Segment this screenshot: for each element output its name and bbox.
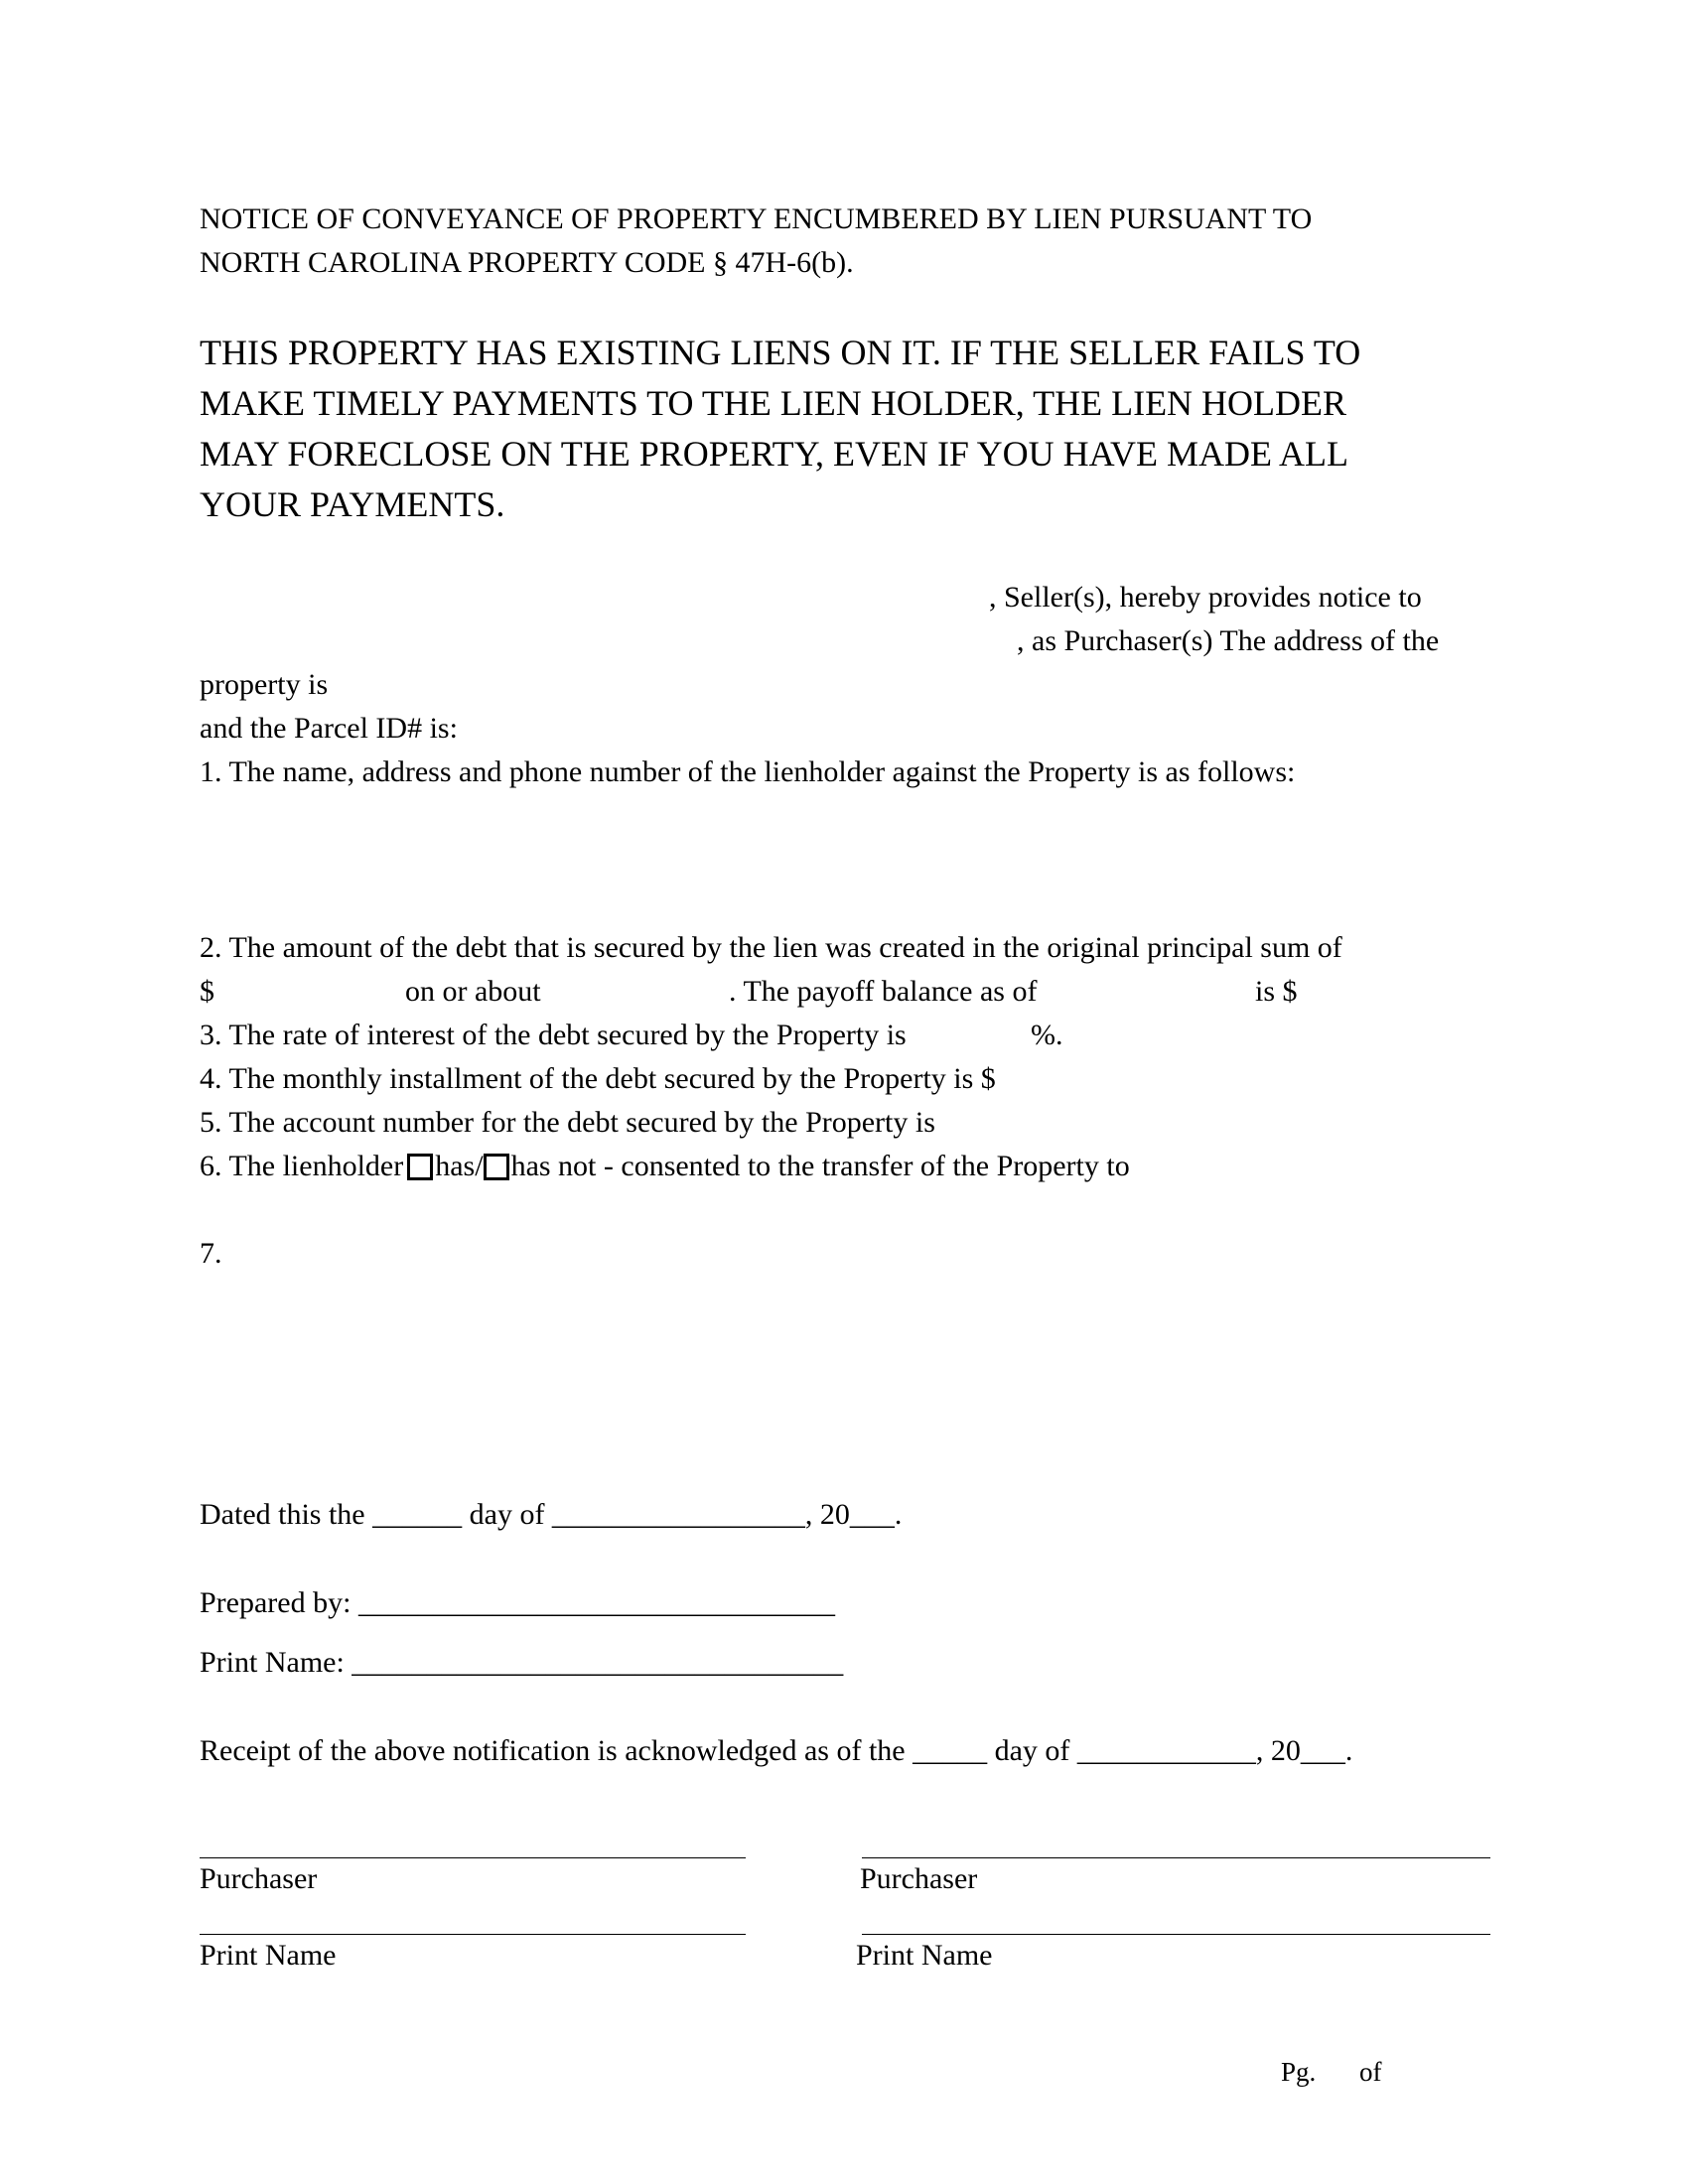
item-2-on-or-about: on or about xyxy=(405,975,541,1008)
seller-notice-text: , Seller(s), hereby provides notice to xyxy=(989,581,1422,614)
item-2-line-1: 2. The amount of the debt that is secured by the lien was created in the original principal sum of xyxy=(200,931,1342,964)
purchaser-right-signature-line xyxy=(862,1857,1490,1858)
print-name-left-line xyxy=(200,1934,746,1935)
warning-line-2: MAKE TIMELY PAYMENTS TO THE LIEN HOLDER, THE LIEN HOLDER xyxy=(200,383,1347,423)
item-2-is-dollar: is $ xyxy=(1255,975,1298,1008)
print-name-right-label: Print Name xyxy=(856,1939,993,1972)
item-6-suffix: has not - consented to the transfer of the Property to xyxy=(510,1150,1130,1182)
item-6-consent xyxy=(200,1150,1130,1183)
item-6-prefix: 6. The lienholder xyxy=(200,1150,404,1182)
print-name-line: Print Name: _________________________________ xyxy=(200,1646,844,1679)
has-checkbox[interactable] xyxy=(407,1154,433,1180)
purchaser-left-label: Purchaser xyxy=(200,1862,318,1895)
document-title-line-2: NORTH CAROLINA PROPERTY CODE § 47H-6(b). xyxy=(200,246,854,279)
item-2-dollar: $ xyxy=(200,975,214,1008)
item-4-monthly-installment: 4. The monthly installment of the debt secured by the Property is $ xyxy=(200,1062,996,1095)
parcel-id-label: and the Parcel ID# is: xyxy=(200,712,458,745)
has-not-checkbox[interactable] xyxy=(484,1154,509,1180)
item-1-lienholder: 1. The name, address and phone number of the lienholder against the Property is as follows: xyxy=(200,755,1296,788)
property-address-label: property is xyxy=(200,668,329,701)
purchaser-left-signature-line xyxy=(200,1857,746,1858)
item-2-payoff-balance: . The payoff balance as of xyxy=(729,975,1038,1008)
item-7: 7. xyxy=(200,1237,222,1270)
item-6-has-label: has/ xyxy=(435,1150,484,1182)
dated-line: Dated this the ______ day of _________________, 20___. xyxy=(200,1498,903,1531)
warning-line-1: THIS PROPERTY HAS EXISTING LIENS ON IT. IF THE SELLER FAILS TO xyxy=(200,333,1361,372)
prepared-by-line: Prepared by: ________________________________ xyxy=(200,1586,835,1619)
print-name-right-line xyxy=(862,1934,1490,1935)
purchaser-right-label: Purchaser xyxy=(860,1862,978,1895)
warning-line-4: YOUR PAYMENTS. xyxy=(200,484,505,524)
item-5-account-number: 5. The account number for the debt secured by the Property is xyxy=(200,1106,935,1139)
purchaser-notice-text: , as Purchaser(s) The address of the xyxy=(1017,624,1440,657)
item-3-percent: %. xyxy=(1031,1019,1063,1051)
page-of-label: of xyxy=(1359,2057,1382,2087)
warning-line-3: MAY FORECLOSE ON THE PROPERTY, EVEN IF YOU HAVE MADE ALL xyxy=(200,434,1348,474)
print-name-left-label: Print Name xyxy=(200,1939,337,1972)
receipt-acknowledgment-line: Receipt of the above notification is acknowledged as of the _____ day of ____________, 20___. xyxy=(200,1734,1353,1767)
item-3-interest-rate: 3. The rate of interest of the debt secured by the Property is xyxy=(200,1019,907,1051)
document-title-line-1: NOTICE OF CONVEYANCE OF PROPERTY ENCUMBERED BY LIEN PURSUANT TO xyxy=(200,203,1313,235)
page-number-label: Pg. xyxy=(1281,2057,1317,2087)
